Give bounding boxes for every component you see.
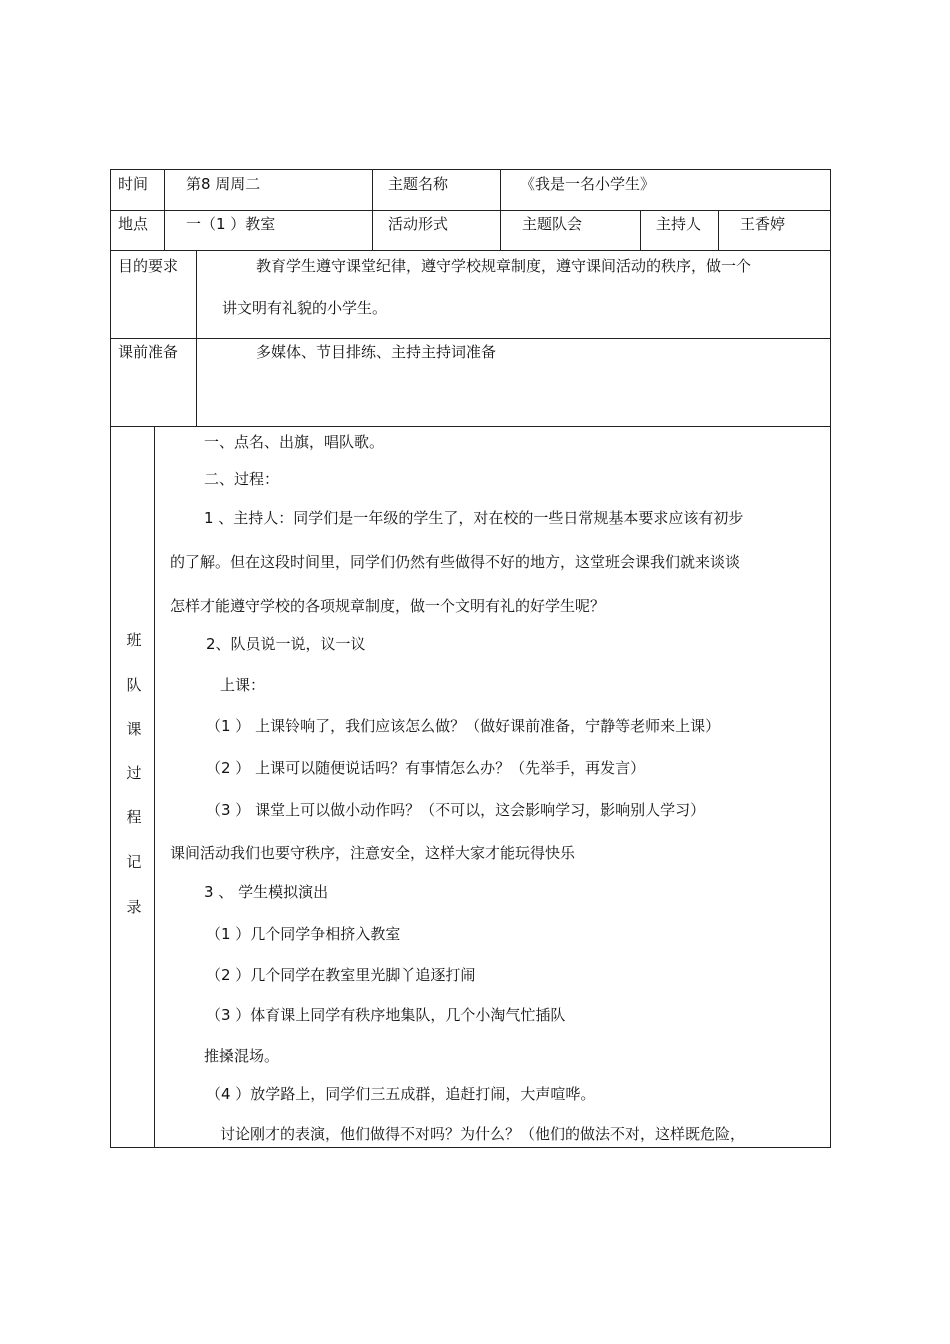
record-line: 讨论刚才的表演，他们做得不对吗？为什么？（他们的做法不对，这样既危险， (220, 1125, 746, 1143)
table-border-left (110, 169, 111, 1148)
record-label-char: 记 (126, 853, 142, 871)
record-line: （3 ）体育课上同学有秩序地集队，几个小淘气忙插队 (206, 1006, 566, 1024)
host-value: 王香婷 (740, 215, 786, 233)
row-divider-4 (110, 426, 831, 427)
record-line: （2 ） 上课可以随便说话吗？有事情怎么办？（先举手，再发言） (206, 759, 646, 777)
record-line: （2 ）几个同学在教室里光脚丫追逐打闹 (206, 966, 476, 984)
table-border-bottom (110, 1147, 831, 1148)
col-divider-d (640, 210, 641, 251)
col-divider-f (196, 250, 197, 427)
purpose-line-1: 教育学生遵守课堂纪律，遵守学校规章制度，遵守课间活动的秩序，做一个 (256, 257, 752, 275)
record-line: 一、点名、出旗，唱队歌。 (204, 433, 385, 451)
purpose-line-2: 讲文明有礼貌的小学生。 (222, 299, 388, 317)
record-label-char: 课 (126, 720, 142, 738)
time-label: 时间 (118, 175, 149, 193)
host-label: 主持人 (656, 215, 702, 233)
record-line: 2、队员说一说，议一议 (206, 635, 366, 653)
record-label-char: 班 (126, 631, 142, 649)
record-line: 3 、 学生模拟演出 (204, 883, 329, 901)
preparation-text: 多媒体、节目排练、主持主持词准备 (256, 343, 497, 361)
record-line: 怎样才能遵守学校的各项规章制度，做一个文明有礼的好学生呢？ (170, 597, 606, 615)
col-divider-c (500, 169, 501, 251)
record-line: 推搡混场。 (204, 1047, 280, 1065)
table-border-top (110, 169, 831, 170)
purpose-label: 目的要求 (118, 257, 179, 275)
record-label-char: 过 (126, 764, 142, 782)
location-label: 地点 (118, 215, 149, 233)
record-line: （1 ）几个同学争相挤入教室 (206, 925, 401, 943)
location-value: 一（1 ）教室 (186, 215, 276, 233)
col-divider-g (154, 426, 155, 1148)
record-line: 的了解。但在这段时间里，同学们仍然有些做得不好的地方，这堂班会课我们就来谈谈 (170, 553, 741, 571)
table-border-right (830, 169, 831, 1148)
theme-value: 《我是一名小学生》 (520, 175, 656, 193)
record-line: 1 、主持人：同学们是一年级的学生了，对在校的一些日常规基本要求应该有初步 (204, 509, 744, 527)
row-divider-1 (110, 210, 831, 211)
activity-form-label: 活动形式 (388, 215, 449, 233)
record-label-char: 程 (126, 808, 142, 826)
record-line: 课间活动我们也要守秩序，注意安全，这样大家才能玩得快乐 (170, 844, 576, 862)
row-divider-2 (110, 250, 831, 251)
col-divider-b (372, 169, 373, 251)
col-divider-a (164, 169, 165, 251)
record-line: （4 ）放学路上，同学们三五成群，追赶打闹，大声喧哗。 (206, 1085, 596, 1103)
preparation-label: 课前准备 (118, 343, 179, 361)
record-line: （3 ） 课堂上可以做小动作吗？（不可以，这会影响学习，影响别人学习） (206, 801, 706, 819)
time-value: 第8 周周二 (186, 175, 261, 193)
activity-form-value: 主题队会 (522, 215, 583, 233)
record-line: 二、过程： (204, 470, 280, 488)
row-divider-3 (110, 338, 831, 339)
record-label-char: 队 (126, 676, 142, 694)
record-label-char: 录 (126, 898, 142, 916)
col-divider-e (718, 210, 719, 251)
record-line: 上课： (220, 676, 266, 694)
record-line: （1 ） 上课铃响了，我们应该怎么做？（做好课前准备，宁静等老师来上课） (206, 717, 721, 735)
theme-label: 主题名称 (388, 175, 449, 193)
